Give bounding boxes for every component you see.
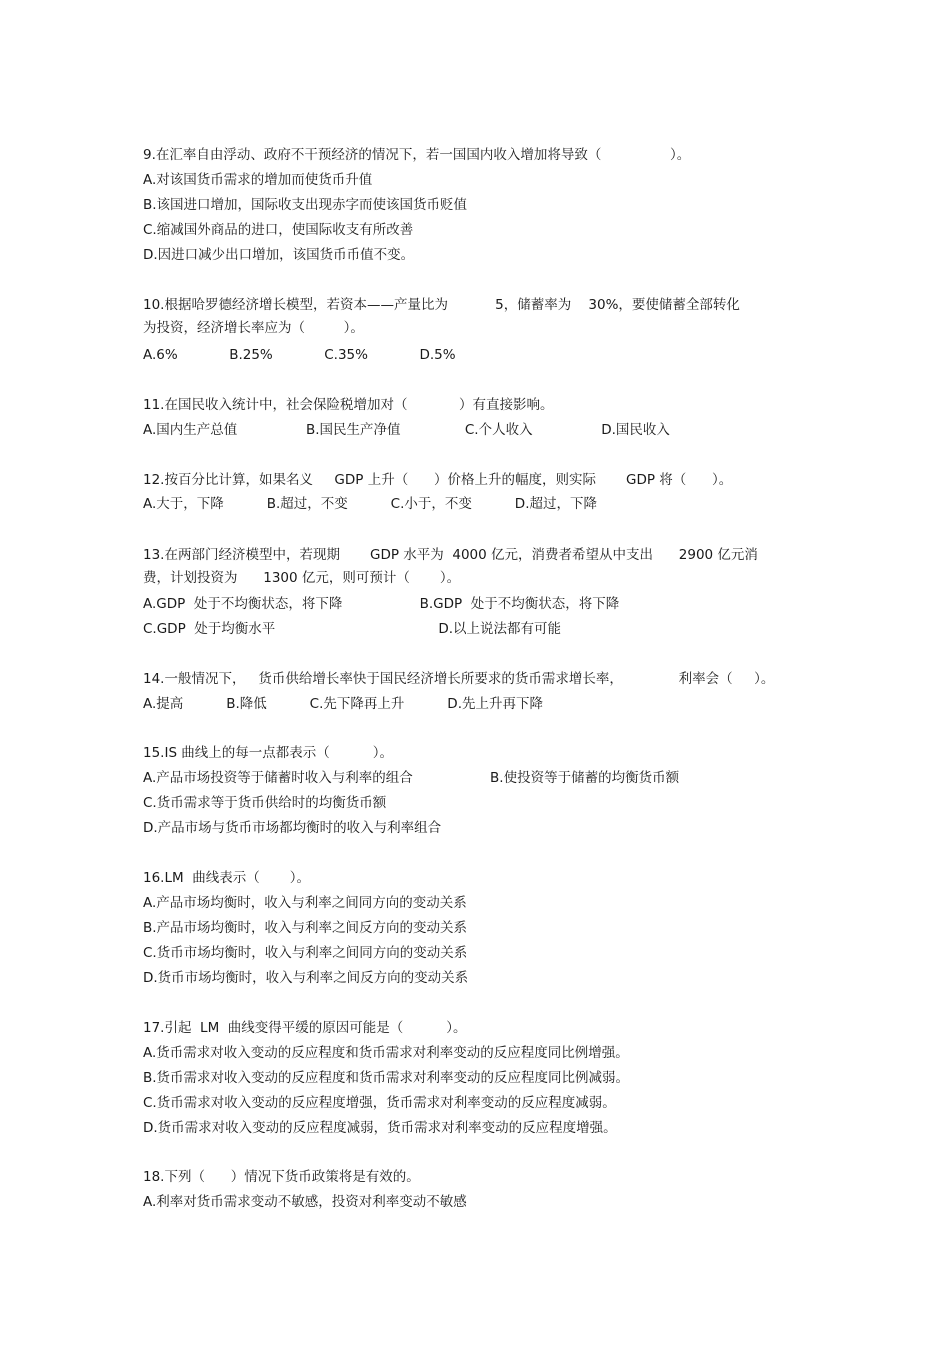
question-12-stem: 12.按百分比计算，如果名义 GDP 上升（ ）价格上升的幅度，则实际 GDP 将（ ）。 bbox=[143, 472, 733, 488]
question-14-stem: 14.一般情况下， 货币供给增长率快于国民经济增长所要求的货币需求增长率， 利率会（ ）。 bbox=[143, 671, 775, 687]
question-17-stem: 17.引起 LM 曲线变得平缓的原因可能是（ ）。 bbox=[143, 1020, 467, 1036]
question-17-option-c: C.货币需求对收入变动的反应程度增强，货币需求对利率变动的反应程度减弱。 bbox=[143, 1095, 616, 1111]
question-16-option-d: D.货币市场均衡时，收入与利率之间反方向的变动关系 bbox=[143, 970, 469, 986]
question-9-stem: 9.在汇率自由浮动、政府不干预经济的情况下，若一国国内收入增加将导致（ ）。 bbox=[143, 147, 691, 163]
question-9-option-a: A.对该国货币需求的增加而使货币升值 bbox=[143, 172, 373, 188]
question-15-options-row-1: A.产品市场投资等于储蓄时收入与利率的组合 B.使投资等于储蓄的均衡货币额 bbox=[143, 770, 680, 786]
question-9-option-d: D.因进口减少出口增加，该国货币币值不变。 bbox=[143, 247, 415, 263]
question-12-options: A.大于，下降 B.超过，不变 C.小于，不变 D.超过，下降 bbox=[143, 496, 597, 512]
question-11-options: A.国内生产总值 B.国民生产净值 C.个人收入 D.国民收入 bbox=[143, 422, 670, 438]
question-13-options-row-1: A.GDP 处于不均衡状态，将下降 B.GDP 处于不均衡状态，将下降 bbox=[143, 596, 620, 612]
question-15-option-d: D.产品市场与货币市场都均衡时的收入与利率组合 bbox=[143, 820, 442, 836]
question-18-stem: 18.下列（ ）情况下货币政策将是有效的。 bbox=[143, 1169, 420, 1185]
question-14-options: A.提高 B.降低 C.先下降再上升 D.先上升再下降 bbox=[143, 696, 543, 712]
question-9-option-b: B.该国进口增加，国际收支出现赤字而使该国货币贬值 bbox=[143, 197, 468, 213]
question-13-stem-line-1: 13.在两部门经济模型中，若现期 GDP 水平为 4000 亿元，消费者希望从中支出 2900 亿元消 bbox=[143, 547, 758, 563]
question-11-stem: 11.在国民收入统计中，社会保险税增加对（ ）有直接影响。 bbox=[143, 397, 554, 413]
question-17-option-d: D.货币需求对收入变动的反应程度减弱，货币需求对利率变动的反应程度增强。 bbox=[143, 1120, 617, 1136]
question-10-stem-line-1: 10.根据哈罗德经济增长模型，若资本——产量比为 5，储蓄率为 30%，要使储蓄全部转化 bbox=[143, 297, 740, 313]
question-13-stem-line-2: 费，计划投资为 1300 亿元，则可预计（ ）。 bbox=[143, 570, 461, 586]
question-9-option-c: C.缩减国外商品的进口，使国际收支有所改善 bbox=[143, 222, 414, 238]
question-16-option-c: C.货币市场均衡时，收入与利率之间同方向的变动关系 bbox=[143, 945, 468, 961]
question-16-option-b: B.产品市场均衡时，收入与利率之间反方向的变动关系 bbox=[143, 920, 468, 936]
question-18-option-a: A.利率对货币需求变动不敏感，投资对利率变动不敏感 bbox=[143, 1194, 467, 1210]
question-16-option-a: A.产品市场均衡时，收入与利率之间同方向的变动关系 bbox=[143, 895, 467, 911]
question-15-stem: 15.IS 曲线上的每一点都表示（ ）。 bbox=[143, 745, 393, 761]
question-16-stem: 16.LM 曲线表示（ ）。 bbox=[143, 870, 311, 886]
question-17-option-b: B.货币需求对收入变动的反应程度和货币需求对利率变动的反应程度同比例减弱。 bbox=[143, 1070, 630, 1086]
question-10-options: A.6% B.25% C.35% D.5% bbox=[143, 347, 456, 363]
question-10-stem-line-2: 为投资，经济增长率应为（ ）。 bbox=[143, 320, 364, 336]
question-17-option-a: A.货币需求对收入变动的反应程度和货币需求对利率变动的反应程度同比例增强。 bbox=[143, 1045, 629, 1061]
question-15-option-c: C.货币需求等于货币供给时的均衡货币额 bbox=[143, 795, 387, 811]
question-13-options-row-2: C.GDP 处于均衡水平 D.以上说法都有可能 bbox=[143, 621, 562, 637]
